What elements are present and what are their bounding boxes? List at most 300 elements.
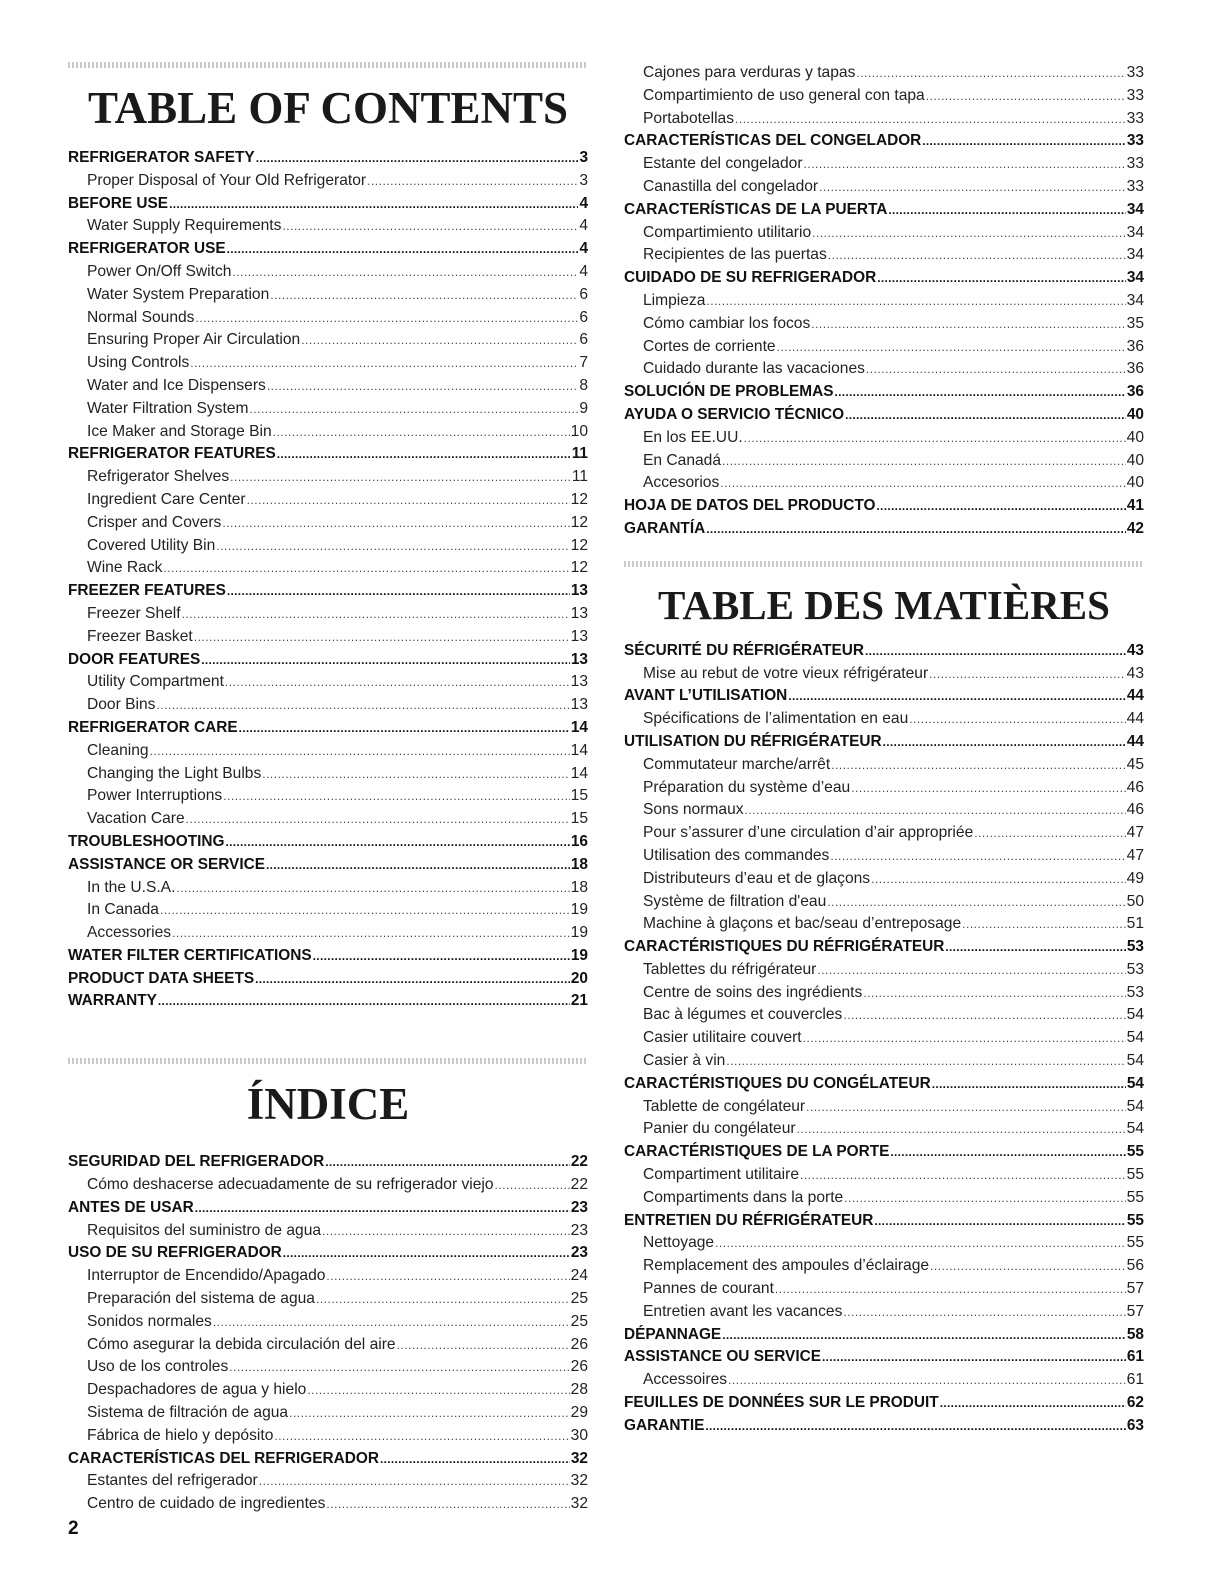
entry-title: Pannes de courant bbox=[643, 1280, 774, 1298]
toc-section-entry bbox=[68, 649, 588, 672]
dot-leader bbox=[876, 495, 1125, 518]
entry-title: Cómo deshacerse adecuadamente de su refrigerador viejo bbox=[87, 1176, 494, 1194]
dot-leader bbox=[775, 1278, 1126, 1301]
entry-title: ASSISTANCE OU SERVICE bbox=[624, 1348, 821, 1366]
entry-title: Compartiments dans la porte bbox=[643, 1188, 844, 1206]
dot-leader bbox=[262, 763, 569, 786]
entry-title: CARACTÉRISTIQUES DU RÉFRIGÉRATEUR bbox=[624, 938, 945, 956]
dot-leader bbox=[163, 557, 569, 580]
entry-title: Portabotellas bbox=[643, 109, 735, 127]
dot-leader bbox=[160, 899, 570, 922]
entry-title: Accessoires bbox=[643, 1371, 728, 1389]
entry-title: Door Bins bbox=[87, 696, 156, 714]
dot-leader bbox=[495, 1174, 570, 1197]
entry-page-number: 49 bbox=[1126, 869, 1144, 887]
toc-subsection-entry bbox=[68, 1311, 588, 1334]
toc-subsection-entry bbox=[624, 1050, 1144, 1073]
entry-title: Accesorios bbox=[643, 474, 720, 492]
entry-page-number: 13 bbox=[570, 673, 588, 691]
toc-section-entry bbox=[68, 945, 588, 968]
entry-page-number: 36 bbox=[1126, 383, 1144, 401]
entry-title: USO DE SU REFRIGERADOR bbox=[68, 1244, 282, 1262]
entry-page-number: 15 bbox=[570, 810, 588, 828]
entry-page-number: 56 bbox=[1126, 1257, 1144, 1275]
toc-subsection-entry bbox=[68, 307, 588, 330]
section-divider bbox=[68, 62, 588, 68]
entry-title: En los EE.UU. bbox=[643, 428, 743, 446]
entry-page-number: 46 bbox=[1126, 778, 1144, 796]
entry-title: Recipientes de las puertas bbox=[643, 246, 827, 264]
toc-subsection-entry bbox=[624, 427, 1144, 450]
entry-title: Preparación del sistema de agua bbox=[87, 1290, 315, 1308]
toc-section-entry bbox=[68, 1197, 588, 1220]
entry-page-number: 32 bbox=[570, 1449, 588, 1467]
toc-subsection-entry bbox=[624, 1096, 1144, 1119]
toc-subsection-entry bbox=[624, 1232, 1144, 1255]
toc-subsection-entry bbox=[68, 557, 588, 580]
entry-title: Fábrica de hielo y depósito bbox=[87, 1426, 274, 1444]
entry-title: TROUBLESHOOTING bbox=[68, 832, 225, 850]
dot-leader bbox=[307, 1379, 569, 1402]
dot-leader bbox=[282, 215, 578, 238]
dot-leader bbox=[835, 381, 1126, 404]
entry-title: Système de filtration d'eau bbox=[643, 892, 827, 910]
entry-page-number: 3 bbox=[579, 149, 588, 166]
entry-title: Despachadores de agua y hielo bbox=[87, 1381, 307, 1399]
entry-page-number: 57 bbox=[1126, 1280, 1144, 1298]
toc-subsection-entry bbox=[68, 763, 588, 786]
entry-page-number: 14 bbox=[570, 764, 588, 782]
toc-subsection-entry bbox=[624, 708, 1144, 731]
entry-page-number: 34 bbox=[1126, 200, 1144, 218]
entry-page-number: 53 bbox=[1126, 983, 1144, 1001]
dot-leader bbox=[874, 1210, 1125, 1233]
toc-subsection-entry bbox=[68, 398, 588, 421]
dot-leader bbox=[213, 1311, 570, 1334]
toc-fr-title: TABLE DES MATIÈRES bbox=[658, 581, 1110, 628]
entry-page-number: 42 bbox=[1126, 519, 1144, 537]
toc-subsection-entry bbox=[68, 1470, 588, 1493]
entry-page-number: 33 bbox=[1126, 86, 1144, 104]
toc-section-entry bbox=[624, 518, 1144, 541]
dot-leader bbox=[705, 1415, 1126, 1438]
toc-es-continued-list bbox=[624, 62, 1144, 541]
dot-leader bbox=[222, 512, 569, 535]
dot-leader bbox=[195, 307, 578, 330]
entry-page-number: 54 bbox=[1126, 1074, 1144, 1092]
entry-page-number: 18 bbox=[570, 878, 588, 896]
toc-subsection-entry bbox=[68, 352, 588, 375]
entry-page-number: 11 bbox=[571, 468, 588, 486]
entry-page-number: 54 bbox=[1126, 1120, 1144, 1138]
entry-title: Ice Maker and Storage Bin bbox=[87, 422, 272, 440]
entry-page-number: 57 bbox=[1126, 1302, 1144, 1320]
toc-section-entry bbox=[68, 580, 588, 603]
entry-page-number: 41 bbox=[1126, 497, 1144, 515]
toc-subsection-entry bbox=[624, 1187, 1144, 1210]
entry-title: Using Controls bbox=[87, 354, 190, 372]
entry-page-number: 13 bbox=[570, 696, 588, 714]
entry-title: Crisper and Covers bbox=[87, 513, 222, 531]
toc-subsection-entry bbox=[68, 329, 588, 352]
entry-page-number: 33 bbox=[1126, 64, 1144, 81]
toc-subsection-entry bbox=[624, 85, 1144, 108]
dot-leader bbox=[182, 603, 570, 626]
entry-page-number: 54 bbox=[1126, 1006, 1144, 1024]
entry-page-number: 40 bbox=[1126, 428, 1144, 446]
entry-page-number: 46 bbox=[1126, 801, 1144, 819]
entry-title: Panier du congélateur bbox=[643, 1120, 796, 1138]
dot-leader bbox=[962, 913, 1125, 936]
entry-title: UTILISATION DU RÉFRIGÉRATEUR bbox=[624, 732, 882, 750]
entry-title: Normal Sounds bbox=[87, 308, 195, 326]
dot-leader bbox=[156, 694, 569, 717]
entry-page-number: 55 bbox=[1126, 1166, 1144, 1184]
dot-leader bbox=[871, 868, 1126, 891]
toc-subsection-entry bbox=[624, 868, 1144, 891]
dot-leader bbox=[283, 1242, 570, 1265]
entry-title: Limpieza bbox=[643, 291, 706, 309]
toc-subsection-entry bbox=[68, 603, 588, 626]
entry-page-number: 6 bbox=[579, 308, 588, 326]
toc-subsection-entry bbox=[68, 512, 588, 535]
dot-leader bbox=[804, 153, 1126, 176]
entry-title: Nettoyage bbox=[643, 1234, 715, 1252]
entry-title: Water Filtration System bbox=[87, 399, 249, 417]
toc-fr-list bbox=[624, 640, 1144, 1438]
entry-title: CARACTÉRISTIQUES DU CONGÉLATEUR bbox=[624, 1074, 931, 1092]
toc-section-entry bbox=[68, 1448, 588, 1471]
section-divider bbox=[624, 561, 1144, 567]
toc-section-entry bbox=[68, 990, 588, 1013]
toc-subsection-entry bbox=[68, 1379, 588, 1402]
entry-title: Machine à glaçons et bac/seau d’entreposage bbox=[643, 915, 962, 933]
toc-subsection-entry bbox=[68, 785, 588, 808]
entry-page-number: 14 bbox=[570, 741, 588, 759]
dot-leader bbox=[830, 845, 1125, 868]
entry-page-number: 7 bbox=[579, 354, 588, 372]
dot-leader bbox=[788, 685, 1126, 708]
entry-page-number: 21 bbox=[570, 992, 588, 1010]
entry-page-number: 33 bbox=[1126, 109, 1144, 127]
toc-subsection-entry bbox=[68, 284, 588, 307]
entry-page-number: 24 bbox=[570, 1267, 588, 1285]
dot-leader bbox=[844, 1187, 1125, 1210]
entry-page-number: 43 bbox=[1126, 641, 1144, 659]
toc-subsection-entry bbox=[624, 472, 1144, 495]
dot-leader bbox=[817, 959, 1125, 982]
entry-page-number: 33 bbox=[1126, 177, 1144, 195]
entry-page-number: 19 bbox=[570, 901, 588, 919]
entry-title: CARACTERÍSTICAS DEL CONGELADOR bbox=[624, 132, 922, 150]
dot-leader bbox=[726, 1050, 1125, 1073]
entry-title: WARRANTY bbox=[68, 992, 157, 1010]
entry-page-number: 33 bbox=[1126, 155, 1144, 173]
dot-leader bbox=[945, 936, 1126, 959]
entry-page-number: 36 bbox=[1126, 360, 1144, 378]
toc-section-entry bbox=[68, 1151, 588, 1174]
entry-title: Freezer Basket bbox=[87, 627, 193, 645]
entry-page-number: 36 bbox=[1126, 337, 1144, 355]
dot-leader bbox=[176, 877, 569, 900]
dot-leader bbox=[974, 822, 1125, 845]
toc-section-entry bbox=[624, 381, 1144, 404]
dot-leader bbox=[326, 1493, 569, 1516]
toc-subsection-entry bbox=[68, 877, 588, 900]
entry-title: In Canada bbox=[87, 901, 159, 919]
toc-section-entry bbox=[624, 1141, 1144, 1164]
toc-subsection-entry bbox=[624, 777, 1144, 800]
dot-leader bbox=[706, 290, 1125, 313]
entry-title: PRODUCT DATA SHEETS bbox=[68, 969, 255, 987]
toc-subsection-entry bbox=[68, 626, 588, 649]
entry-title: REFRIGERATOR USE bbox=[68, 240, 226, 258]
entry-page-number: 25 bbox=[570, 1290, 588, 1308]
dot-leader bbox=[158, 990, 570, 1013]
entry-title: FEUILLES DE DONNÉES SUR LE PRODUIT bbox=[624, 1394, 939, 1412]
entry-title: Water and Ice Dispensers bbox=[87, 376, 266, 394]
dot-leader bbox=[270, 284, 578, 307]
toc-subsection-entry bbox=[624, 222, 1144, 245]
entry-title: In the U.S.A. bbox=[87, 878, 176, 896]
toc-subsection-entry bbox=[68, 899, 588, 922]
entry-page-number: 40 bbox=[1126, 405, 1144, 423]
toc-en-title: TABLE OF CONTENTS bbox=[87, 83, 569, 133]
dot-leader bbox=[883, 731, 1126, 754]
entry-page-number: 4 bbox=[579, 194, 588, 212]
entry-page-number: 30 bbox=[570, 1426, 588, 1444]
toc-subsection-entry bbox=[624, 290, 1144, 313]
entry-page-number: 62 bbox=[1126, 1394, 1144, 1412]
entry-page-number: 34 bbox=[1126, 269, 1144, 287]
dot-leader bbox=[230, 466, 571, 489]
dot-leader bbox=[229, 1356, 569, 1379]
entry-page-number: 14 bbox=[570, 718, 588, 736]
entry-title: Sistema de filtración de agua bbox=[87, 1404, 289, 1422]
entry-title: Distributeurs d’eau et de glaçons bbox=[643, 869, 871, 887]
entry-title: SOLUCIÓN DE PROBLEMAS bbox=[624, 383, 834, 401]
entry-title: SEGURIDAD DEL REFRIGERADOR bbox=[68, 1153, 325, 1171]
toc-section-entry bbox=[68, 968, 588, 991]
entry-page-number: 61 bbox=[1126, 1348, 1144, 1366]
toc-subsection-entry bbox=[624, 663, 1144, 686]
toc-subsection-entry bbox=[624, 1118, 1144, 1141]
entry-title: Spécifications de l’alimentation en eau bbox=[643, 710, 909, 728]
toc-subsection-entry bbox=[624, 1255, 1144, 1278]
dot-leader bbox=[201, 649, 570, 672]
entry-page-number: 51 bbox=[1126, 915, 1144, 933]
dot-leader bbox=[326, 1265, 569, 1288]
toc-subsection-entry bbox=[624, 799, 1144, 822]
page-number: 2 bbox=[68, 1518, 79, 1539]
toc-subsection-entry bbox=[68, 1288, 588, 1311]
dot-leader bbox=[812, 222, 1126, 245]
entry-title: Proper Disposal of Your Old Refrigerator bbox=[87, 171, 367, 189]
entry-title: Casier utilitaire couvert bbox=[643, 1029, 802, 1047]
entry-title: CARACTERÍSTICAS DE LA PUERTA bbox=[624, 200, 888, 218]
entry-title: Sons normaux bbox=[643, 801, 744, 819]
entry-page-number: 29 bbox=[570, 1404, 588, 1422]
entry-page-number: 54 bbox=[1126, 1097, 1144, 1115]
entry-page-number: 54 bbox=[1126, 1052, 1144, 1070]
entry-title: DOOR FEATURES bbox=[68, 650, 201, 668]
dot-leader bbox=[397, 1334, 570, 1357]
entry-page-number: 13 bbox=[570, 627, 588, 645]
entry-page-number: 47 bbox=[1126, 824, 1144, 842]
entry-page-number: 22 bbox=[570, 1176, 588, 1194]
toc-subsection-entry bbox=[624, 1369, 1144, 1392]
entry-title: GARANTIE bbox=[624, 1416, 705, 1434]
toc-subsection-entry bbox=[624, 1004, 1144, 1027]
entry-title: CARACTÉRISTIQUES DE LA PORTE bbox=[624, 1143, 890, 1161]
toc-section-entry bbox=[624, 495, 1144, 518]
entry-page-number: 35 bbox=[1126, 314, 1144, 332]
toc-section-entry bbox=[624, 130, 1144, 153]
toc-subsection-entry bbox=[624, 62, 1144, 85]
toc-subsection-entry bbox=[624, 153, 1144, 176]
dot-leader bbox=[843, 1004, 1125, 1027]
entry-page-number: 12 bbox=[570, 490, 588, 508]
entry-title: Accessories bbox=[87, 924, 172, 942]
dot-leader bbox=[256, 147, 579, 170]
toc-subsection-entry bbox=[68, 1493, 588, 1516]
entry-page-number: 34 bbox=[1126, 223, 1144, 241]
toc-en-list bbox=[68, 147, 588, 1013]
entry-title: Compartimiento de uso general con tapa bbox=[643, 86, 925, 104]
dot-leader bbox=[728, 1369, 1126, 1392]
entry-page-number: 6 bbox=[579, 331, 588, 349]
toc-subsection-entry bbox=[624, 1301, 1144, 1324]
entry-page-number: 55 bbox=[1126, 1211, 1144, 1229]
dot-leader bbox=[216, 535, 569, 558]
toc-subsection-entry bbox=[624, 913, 1144, 936]
toc-section-entry bbox=[68, 147, 588, 170]
dot-leader bbox=[367, 170, 578, 193]
entry-page-number: 54 bbox=[1126, 1029, 1144, 1047]
toc-section-entry bbox=[624, 1324, 1144, 1347]
entry-page-number: 9 bbox=[579, 399, 588, 417]
dot-leader bbox=[806, 1096, 1126, 1119]
toc-subsection-entry bbox=[624, 754, 1144, 777]
entry-title: AYUDA O SERVICIO TÉCNICO bbox=[624, 405, 845, 423]
dot-leader bbox=[277, 443, 571, 466]
toc-subsection-entry bbox=[624, 845, 1144, 868]
entry-page-number: 53 bbox=[1126, 938, 1144, 956]
toc-subsection-entry bbox=[624, 244, 1144, 267]
toc-section-entry bbox=[68, 443, 588, 466]
dot-leader bbox=[929, 663, 1125, 686]
toc-es-title: ÍNDICE bbox=[246, 1079, 410, 1130]
entry-title: Power On/Off Switch bbox=[87, 262, 232, 280]
dot-leader bbox=[227, 580, 570, 603]
dot-leader bbox=[715, 1232, 1126, 1255]
dot-leader bbox=[255, 968, 570, 991]
dot-leader bbox=[172, 922, 570, 945]
toc-subsection-entry bbox=[68, 922, 588, 945]
entry-title: Préparation du système d’eau bbox=[643, 778, 851, 796]
entry-title: Covered Utility Bin bbox=[87, 536, 216, 554]
dot-leader bbox=[822, 1346, 1126, 1369]
entry-title: Compartimiento utilitario bbox=[643, 223, 812, 241]
toc-subsection-entry bbox=[68, 1220, 588, 1243]
dot-leader bbox=[827, 891, 1125, 914]
dot-leader bbox=[744, 427, 1126, 450]
entry-page-number: 33 bbox=[1126, 132, 1144, 150]
entry-page-number: 6 bbox=[579, 285, 588, 303]
dot-leader bbox=[190, 352, 578, 375]
entry-title: Power Interruptions bbox=[87, 787, 223, 805]
entry-title: Wine Rack bbox=[87, 559, 163, 577]
dot-leader bbox=[828, 244, 1126, 267]
dot-leader bbox=[232, 261, 578, 284]
entry-title: Water Supply Requirements bbox=[87, 217, 282, 235]
toc-section-entry bbox=[624, 1415, 1144, 1438]
entry-title: CUIDADO DE SU REFRIGERADOR bbox=[624, 269, 877, 287]
dot-leader bbox=[273, 421, 570, 444]
entry-page-number: 40 bbox=[1126, 451, 1144, 469]
entry-page-number: 44 bbox=[1126, 687, 1144, 705]
entry-title: Pour s’assurer d’une circulation d’air appropriée bbox=[643, 824, 974, 842]
entry-page-number: 44 bbox=[1126, 732, 1144, 750]
entry-title: REFRIGERATOR CARE bbox=[68, 718, 238, 736]
entry-title: Tablettes du réfrigérateur bbox=[643, 960, 817, 978]
toc-subsection-entry bbox=[68, 466, 588, 489]
toc-section-entry bbox=[624, 267, 1144, 290]
toc-subsection-entry bbox=[68, 1174, 588, 1197]
dot-leader bbox=[227, 238, 579, 261]
dot-leader bbox=[266, 854, 570, 877]
entry-page-number: 4 bbox=[579, 262, 588, 280]
toc-section-entry bbox=[624, 404, 1144, 427]
entry-page-number: 26 bbox=[570, 1358, 588, 1376]
toc-subsection-entry bbox=[68, 535, 588, 558]
entry-page-number: 13 bbox=[570, 582, 588, 600]
right-column bbox=[624, 62, 1144, 1438]
dot-leader bbox=[239, 717, 570, 740]
entry-page-number: 34 bbox=[1126, 246, 1144, 264]
entry-page-number: 43 bbox=[1126, 664, 1144, 682]
entry-title: Refrigerator Shelves bbox=[87, 468, 230, 486]
dot-leader bbox=[831, 754, 1125, 777]
dot-leader bbox=[909, 708, 1125, 731]
entry-page-number: 12 bbox=[570, 513, 588, 531]
dot-leader bbox=[267, 375, 578, 398]
entry-page-number: 44 bbox=[1126, 710, 1144, 728]
toc-subsection-entry bbox=[624, 176, 1144, 199]
entry-page-number: 12 bbox=[570, 536, 588, 554]
entry-page-number: 3 bbox=[579, 171, 588, 189]
entry-title: Tablette de congélateur bbox=[643, 1097, 806, 1115]
entry-page-number: 20 bbox=[570, 969, 588, 987]
entry-page-number: 55 bbox=[1126, 1188, 1144, 1206]
entry-page-number: 12 bbox=[570, 559, 588, 577]
toc-subsection-entry bbox=[624, 1027, 1144, 1050]
entry-title: Ingredient Care Center bbox=[87, 490, 246, 508]
entry-title: FREEZER FEATURES bbox=[68, 582, 226, 600]
entry-page-number: 23 bbox=[570, 1198, 588, 1216]
entry-page-number: 15 bbox=[570, 787, 588, 805]
dot-leader bbox=[223, 785, 569, 808]
entry-title: SÉCURITÉ DU RÉFRIGÉRATEUR bbox=[624, 641, 864, 659]
toc-subsection-entry bbox=[68, 421, 588, 444]
toc-subsection-entry bbox=[68, 694, 588, 717]
toc-es-list bbox=[68, 1151, 588, 1516]
entry-title: GARANTÍA bbox=[624, 519, 706, 537]
entry-title: Cajones para verduras y tapas bbox=[643, 64, 856, 81]
dot-leader bbox=[706, 518, 1126, 541]
dot-leader bbox=[722, 1324, 1126, 1347]
dot-leader bbox=[940, 1392, 1126, 1415]
